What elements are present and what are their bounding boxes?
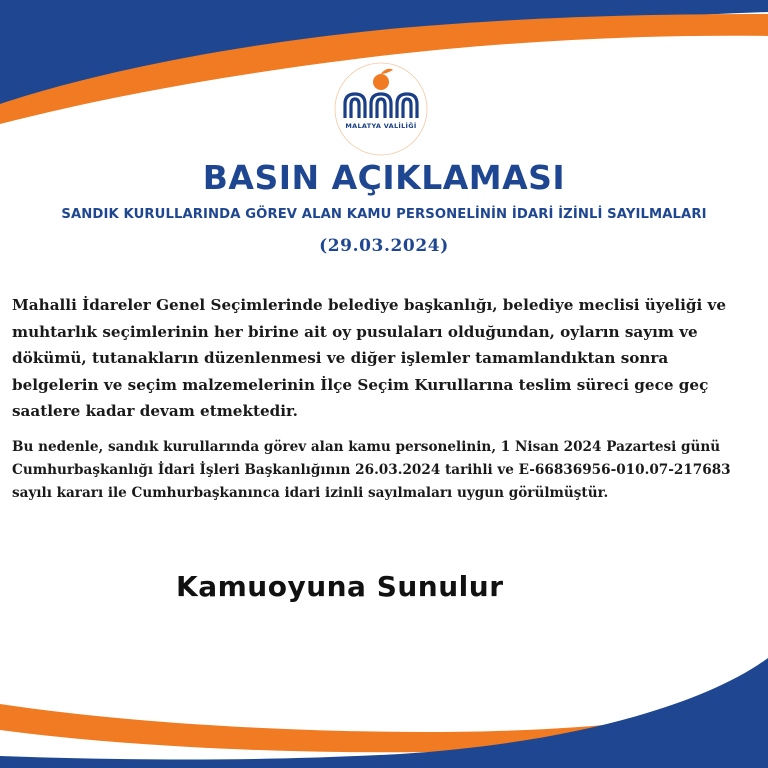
announcement-date: (29.03.2024) bbox=[319, 236, 449, 256]
body-paragraph-2: Bu nedenle, sandık kurullarında görev alan kamu personelinin, 1 Nisan 2024 Pazartesi günü Cumhurbaşkanlığı İdari İşleri Başkanlığının 26.03.2024 tarihli ve E-66836956-010.07-217683 sayılı kararı ile Cumhurbaşkanınca idari izinli sayılmaları uygun görülmüştür. bbox=[12, 439, 731, 501]
malatya-valiligi-logo bbox=[327, 62, 435, 157]
page-title: BASIN AÇIKLAMASI bbox=[202, 158, 566, 197]
body-paragraph-1: Mahalli İdareler Genel Seçimlerinde belediye başkanlığı, belediye meclisi üyeliği ve muhtarlık seçimlerinin her birine ait oy pusulaları olduğundan, oyların sayım ve dökümü, tutanakların düzenlenmesi ve diğer işlemler tamamlandıktan sonra belgelerin ve seçim malzemelerinin İlçe Seçim Kurullarına teslim süreci gece geç saatlere kadar devam etmektedir. bbox=[12, 296, 727, 420]
page-subtitle: SANDIK KURULLARINDA GÖREV ALAN KAMU PERSONELİNİN İDARİ İZİNLİ SAYILMALARI bbox=[61, 207, 707, 222]
logo-text: MALATYA VALİLİĞİ bbox=[345, 122, 417, 130]
closing-statement: Kamuoyuna Sunulur bbox=[176, 570, 504, 603]
logo-emblem-icon bbox=[327, 62, 435, 157]
bottom-wave-decoration bbox=[0, 638, 768, 768]
